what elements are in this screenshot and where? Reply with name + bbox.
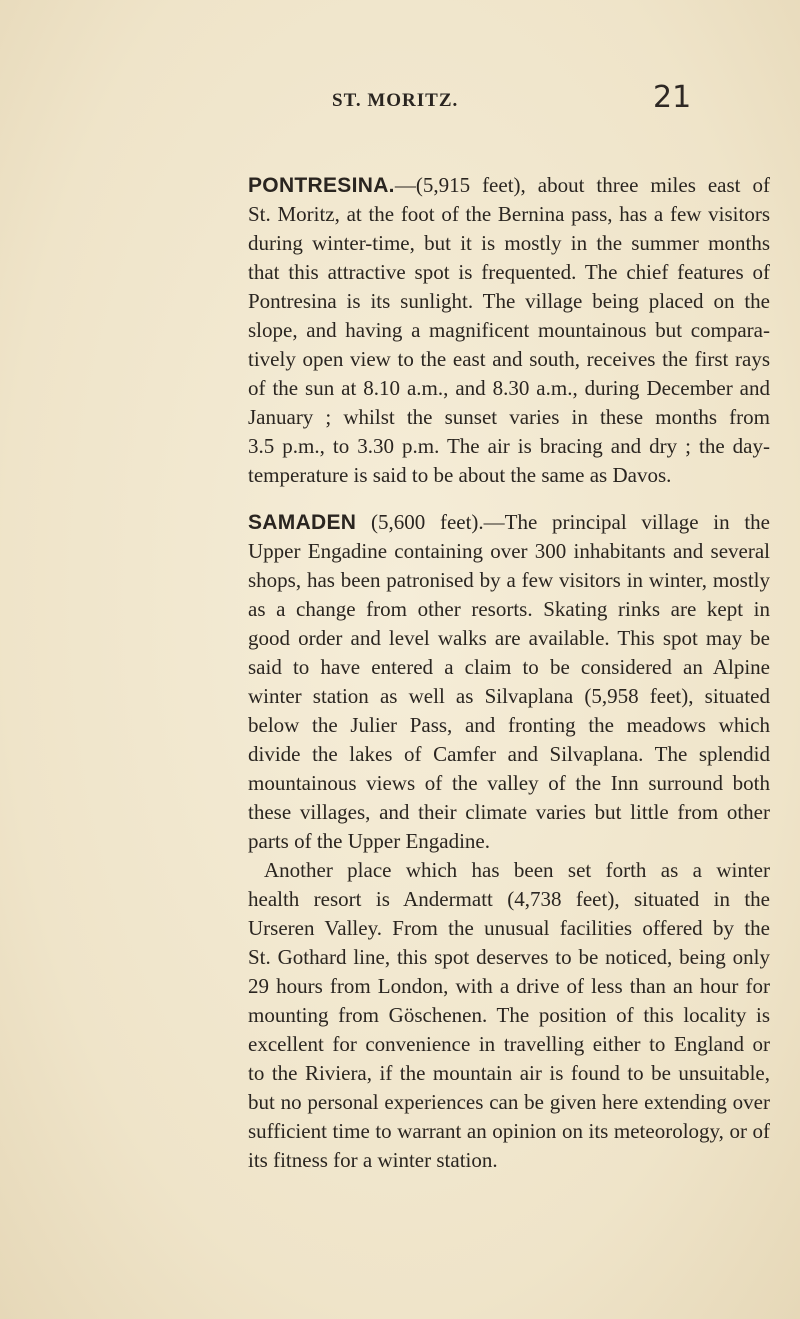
page-number: 21 <box>653 80 692 115</box>
text-line: its fitness for a winter station. <box>248 1148 498 1172</box>
section-heading-samaden: SAMADEN <box>248 511 357 534</box>
paragraph-gap <box>248 490 770 508</box>
body-text <box>248 171 770 1175</box>
text-line: Urseren Valley. From the unusual facilities offered by the <box>248 916 770 940</box>
running-head <box>0 80 800 116</box>
text-line: mounting from Göschenen. The position of this locality is <box>248 1003 770 1027</box>
text-line: below the Julier Pass, and fronting the meadows which <box>248 713 770 737</box>
text-line: that this attractive spot is frequented. The chief features of <box>248 260 770 284</box>
text-line: good order and level walks are available. This spot may be <box>248 626 770 650</box>
text-line: to the Riviera, if the mountain air is found to be unsuitable, <box>248 1061 770 1085</box>
text-line: shops, has been patronised by a few visitors in winter, mostly <box>248 568 770 592</box>
text-line: 3.5 p.m., to 3.30 p.m. The air is bracing and dry ; the day- <box>248 434 770 458</box>
text-line: January ; whilst the sunset varies in these months from <box>248 405 770 429</box>
text-line: Pontresina is its sunlight. The village being placed on the <box>248 289 770 313</box>
text-line: these villages, and their climate varies but little from other <box>248 800 770 824</box>
text-line: Upper Engadine containing over 300 inhabitants and several <box>248 539 770 563</box>
text-line: divide the lakes of Camfer and Silvaplana. The splendid <box>248 742 770 766</box>
text-line: tively open view to the east and south, receives the first rays <box>248 347 770 371</box>
paragraph-samaden <box>248 508 770 856</box>
section-heading-pontresina: PONTRESINA. <box>248 174 395 197</box>
text-line: of the sun at 8.10 a.m., and 8.30 a.m., during December and <box>248 376 770 400</box>
text-line: 29 hours from London, with a drive of less than an hour for <box>248 974 770 998</box>
text-line: excellent for convenience in travelling either to England or <box>248 1032 770 1056</box>
text-line: SAMADEN (5,600 feet).—The principal village in the <box>248 510 770 534</box>
text-line: during winter-time, but it is mostly in the summer months <box>248 231 770 255</box>
text-line: temperature is said to be about the same as Davos. <box>248 463 672 487</box>
running-title: ST. MORITZ. <box>332 90 459 111</box>
text-line: said to have entered a claim to be considered an Alpine <box>248 655 770 679</box>
text-line: PONTRESINA.—(5,915 feet), about three miles east of <box>248 173 770 197</box>
text-line: St. Gothard line, this spot deserves to be noticed, being only <box>248 945 770 969</box>
text-line: Another place which has been set forth as a winter <box>264 858 770 882</box>
text-line: health resort is Andermatt (4,738 feet), situated in the <box>248 887 770 911</box>
text-line: as a change from other resorts. Skating rinks are kept in <box>248 597 770 621</box>
text-line: sufficient time to warrant an opinion on its meteorology, or of <box>248 1119 770 1143</box>
text-line: St. Moritz, at the foot of the Bernina pass, has a few visitors <box>248 202 770 226</box>
text-line: mountainous views of the valley of the Inn surround both <box>248 771 770 795</box>
text-line: parts of the Upper Engadine. <box>248 829 491 853</box>
text-line: slope, and having a magnificent mountainous but compara- <box>248 318 770 342</box>
text-line: but no personal experiences can be given here extending over <box>248 1090 770 1114</box>
paragraph-pontresina <box>248 171 770 490</box>
paragraph-andermatt <box>248 856 770 1175</box>
text-line: winter station as well as Silvaplana (5,958 feet), situated <box>248 684 770 708</box>
